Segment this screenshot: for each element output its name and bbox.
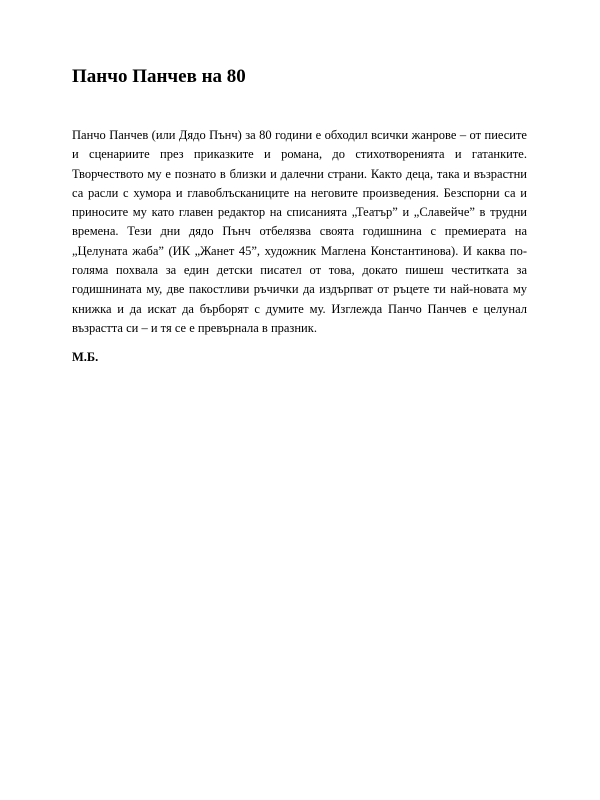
author-signature: М.Б. [72,350,99,364]
article-body: Панчо Панчев (или Дядо Пънч) за 80 години е обходил всички жанрове – от пиесите и сценариите през приказките и романа, до стихотворенията и гатанките. Творчеството му е познато в близки и далечни страни. Както деца, така и възрастни са расли с хумора и главоблъсканиците на неговите произведения. Безспорни са и приносите му като главен редактор на списанията „Театър” и „Славейче” в трудни времена. Тези дни дядо Пънч отбелязва своята годишнина с премиерата на „Целуната жаба” (ИК „Жанет 45”, художник Маглена Константинова). И каква по-голяма похвала за един детски писател от това, докато пишеш честитката за годишнината му, две пакостливи ръчички да издърпват от ръцете ти най-новата му книжка и да искат да бърборят с думите му. Изглежда Панчо Панчев е целунал възрастта си – и тя се е превърнала в празник. [72,128,527,335]
article-title: Панчо Панчев на 80 [72,66,246,87]
